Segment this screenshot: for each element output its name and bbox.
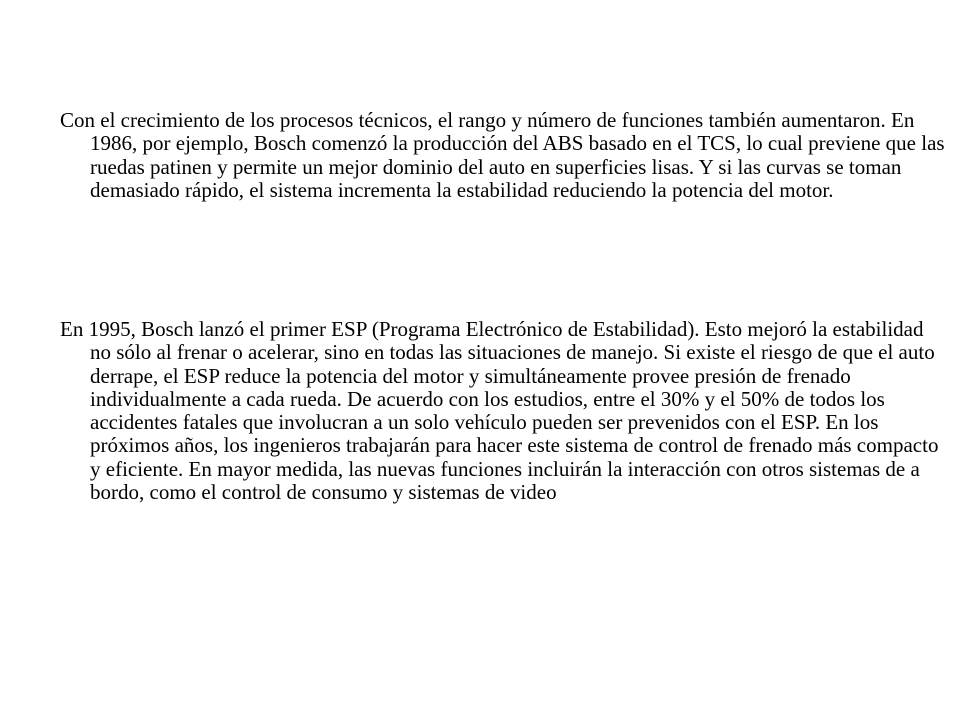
paragraph-abs-tcs: Con el crecimiento de los procesos técnicos, el rango y número de funciones también aumentaron. En 1986, por ejemplo, Bosch comenzó la producción del ABS basado en el TCS, lo cual previene que las ruedas patinen y permite un mejor dominio del auto en superficies lisas. Y si las curvas se toman demasiado rápido, el sistema incrementa la estabilidad reduciendo la potencia del motor. bbox=[60, 108, 945, 202]
paragraph-esp: En 1995, Bosch lanzó el primer ESP (Programa Electrónico de Estabilidad). Esto mejoró la estabilidad no sólo al frenar o acelerar, sino en todas las situaciones de manejo. Si existe el riesgo de que el auto derrape, el ESP reduce la potencia del motor y simultáneamente provee presión de frenado individualmente a cada rueda. De acuerdo con los estudios, entre el 30% y el 50% de todos los accidentes fatales que involucran a un solo vehículo pueden ser prevenidos con el ESP. En los próximos años, los ingenieros trabajarán para hacer este sistema de control de frenado más compacto y eficiente. En mayor medida, las nuevas funciones incluirán la interacción con otros sistemas de a bordo, como el control de consumo y sistemas de video bbox=[60, 317, 939, 505]
